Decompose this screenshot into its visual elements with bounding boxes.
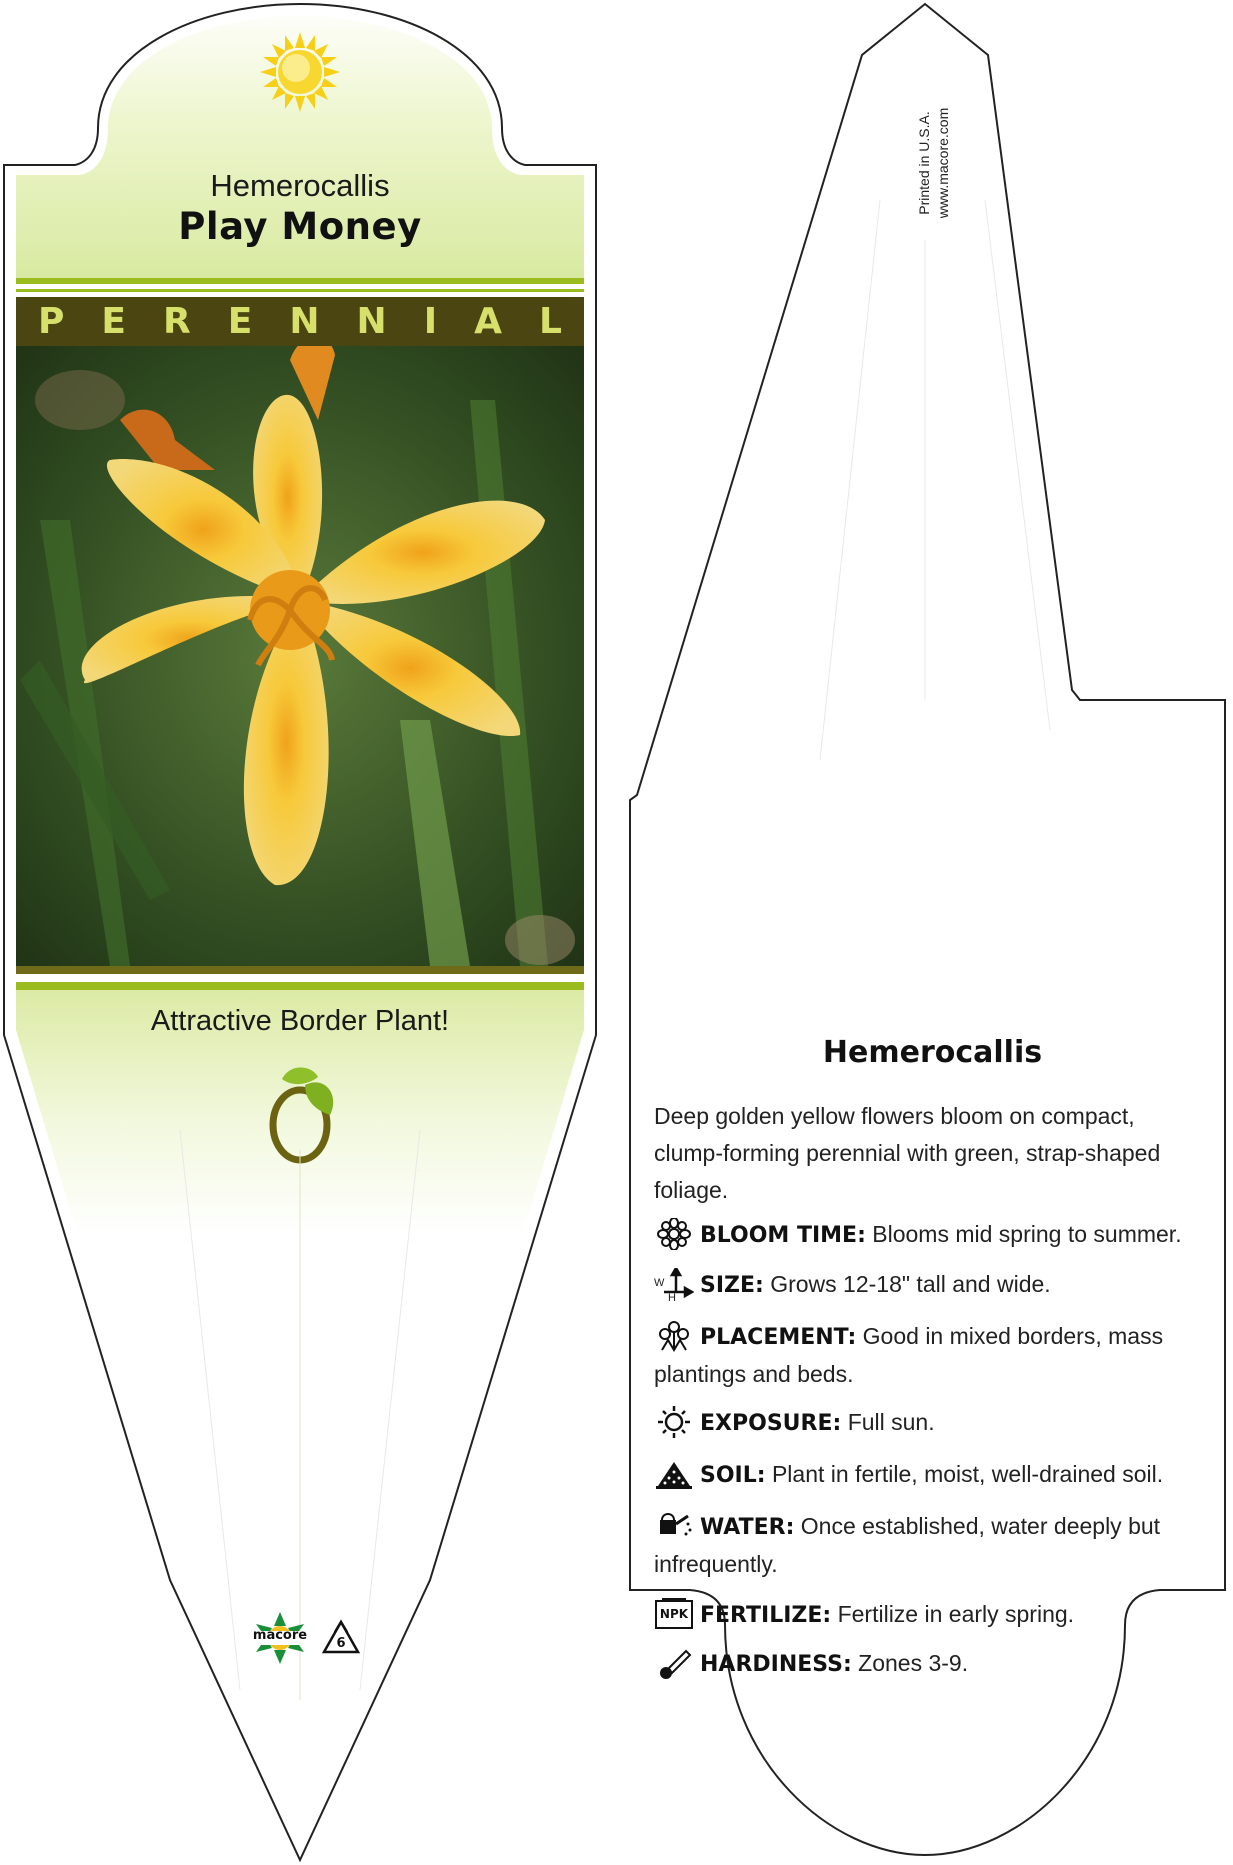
sun-outline-icon: [654, 1406, 694, 1438]
attribute-exposure: [654, 1404, 1194, 1442]
category-letter: E: [101, 301, 126, 342]
tagline: Attractive Border Plant!: [150, 1005, 450, 1037]
soil-icon: [654, 1458, 694, 1490]
npk-badge-text: NPK: [659, 1607, 689, 1621]
attribute-value: Good in mixed borders, mass plantings and beds.: [654, 1323, 1164, 1387]
category-label: [16, 297, 584, 346]
attribute-value: Zones 3-9.: [858, 1650, 969, 1676]
category-letter: E: [227, 301, 253, 342]
size-width-letter: W: [654, 1277, 665, 1289]
attribute-placement: [654, 1318, 1194, 1393]
size-height-letter: H: [668, 1292, 676, 1304]
website: www.macore.com: [935, 107, 951, 219]
flower-photo: [16, 337, 584, 966]
category-letter: R: [163, 301, 191, 342]
genus-name: Hemerocallis: [210, 168, 390, 203]
attribute-soil: [654, 1456, 1194, 1494]
size-icon: [654, 1268, 694, 1304]
attribute-water: [654, 1508, 1194, 1583]
flower-icon: [654, 1218, 694, 1250]
attribute-value: Full sun.: [847, 1409, 935, 1435]
attribute-value: Once established, water deeply but infrequently.: [654, 1513, 1161, 1577]
sun-icon: [260, 32, 340, 112]
category-letter: N: [289, 301, 320, 342]
attribute-label: PLACEMENT:: [700, 1325, 857, 1350]
attribute-label: FERTILIZE:: [700, 1603, 832, 1628]
attribute-fertilize: [654, 1596, 1194, 1634]
attribute-label: SIZE:: [700, 1273, 764, 1298]
attribute-value: Blooms mid spring to summer.: [872, 1221, 1182, 1247]
attribute-value: Plant in fertile, moist, well-drained soil.: [771, 1461, 1164, 1487]
watering-can-icon: [654, 1510, 694, 1542]
thermometer-icon: [654, 1647, 694, 1679]
attribute-label: EXPOSURE:: [700, 1411, 842, 1436]
attribute-hardiness: [654, 1645, 1194, 1683]
attribute-value: Grows 12-18" tall and wide.: [770, 1271, 1051, 1297]
attribute-label: SOIL:: [700, 1463, 766, 1488]
cultivar-name: Play Money: [178, 205, 422, 248]
attribute-value: Fertilize in early spring.: [837, 1601, 1075, 1627]
category-letter: P: [38, 301, 65, 342]
brand-name: macore: [252, 1628, 308, 1643]
attribute-bloom-time: [654, 1216, 1194, 1254]
category-letter: N: [356, 301, 387, 342]
recycle-code: 6: [336, 1636, 346, 1651]
attribute-label: WATER:: [700, 1515, 795, 1540]
back-title: Hemerocallis: [822, 1035, 1043, 1070]
printed-in-usa: Printed in U.S.A.: [916, 111, 932, 215]
category-letter: L: [539, 301, 562, 342]
attribute-label: HARDINESS:: [700, 1652, 852, 1677]
npk-icon: [654, 1598, 694, 1630]
category-letter: A: [474, 301, 502, 342]
plant-description: Deep golden yellow flowers bloom on compact, clump-forming perennial with green, strap-shaped foliage.: [654, 1103, 1161, 1203]
category-letter: I: [423, 301, 438, 342]
attribute-size: [654, 1266, 1194, 1304]
attribute-label: BLOOM TIME:: [700, 1223, 866, 1248]
placement-icon: [654, 1320, 694, 1352]
